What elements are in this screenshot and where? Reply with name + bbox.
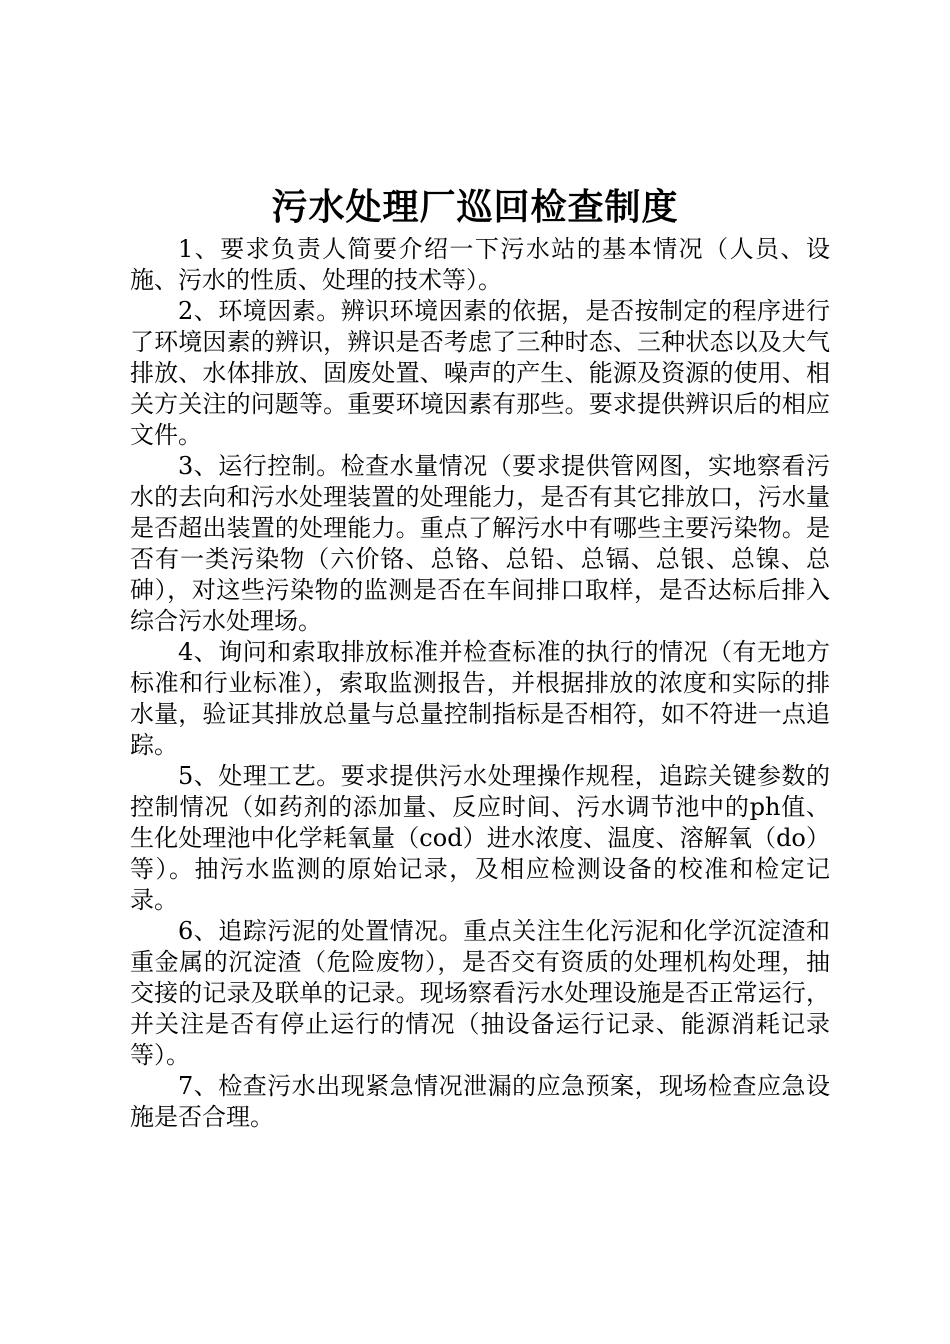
paragraph-7: 7、检查污水出现紧急情况泄漏的应急预案，现场检查应急设施是否合理。 <box>130 1072 830 1131</box>
paragraph-2: 2、环境因素。辨识环境因素的依据，是否按制定的程序进行了环境因素的辨识，辨识是否考虑了三种时态、三种状态以及大气排放、水体排放、固废处置、噪声的产生、能源及资源的使用、相关方关注的问题等。重要环境因素有那些。要求提供辨识后的相应文件。 <box>130 297 830 449</box>
paragraph-4: 4、询问和索取排放标准并检查标准的执行的情况（有无地方标准和行业标准），索取监测报告，并根据排放的浓度和实际的排水量，验证其排放总量与总量控制指标是否相符，如不符进一点追踪。 <box>130 638 830 759</box>
paragraph-6: 6、追踪污泥的处置情况。重点关注生化污泥和化学沉淀渣和重金属的沉淀渣（危险废物），是否交有资质的处理机构处理，抽交接的记录及联单的记录。现场察看污水处理设施是否正常运行，并关注是否有停止运行的情况（抽设备运行记录、能源消耗记录等）。 <box>130 917 830 1069</box>
document-title: 污水处理厂巡回检查制度 <box>271 186 679 228</box>
paragraph-3: 3、运行控制。检查水量情况（要求提供管网图，实地察看污水的去向和污水处理装置的处理能力，是否有其它排放口，污水量是否超出装置的处理能力。重点了解污水中有哪些主要污染物。是否有一类污染物（六价铬、总铬、总铅、总镉、总银、总镍、总砷），对这些污染物的监测是否在车间排口取样，是否达标后排入综合污水处理场。 <box>130 452 830 635</box>
paragraph-5: 5、处理工艺。要求提供污水处理操作规程，追踪关键参数的控制情况（如药剂的添加量、反应时间、污水调节池中的ph值、生化处理池中化学耗氧量（cod）进水浓度、温度、溶解氧（do）等）。抽污水监测的原始记录，及相应检测设备的校准和检定记录。 <box>130 762 830 914</box>
paragraph-1: 1、要求负责人简要介绍一下污水站的基本情况（人员、设施、污水的性质、处理的技术等）。 <box>130 235 830 294</box>
document-body <box>130 234 830 1133</box>
